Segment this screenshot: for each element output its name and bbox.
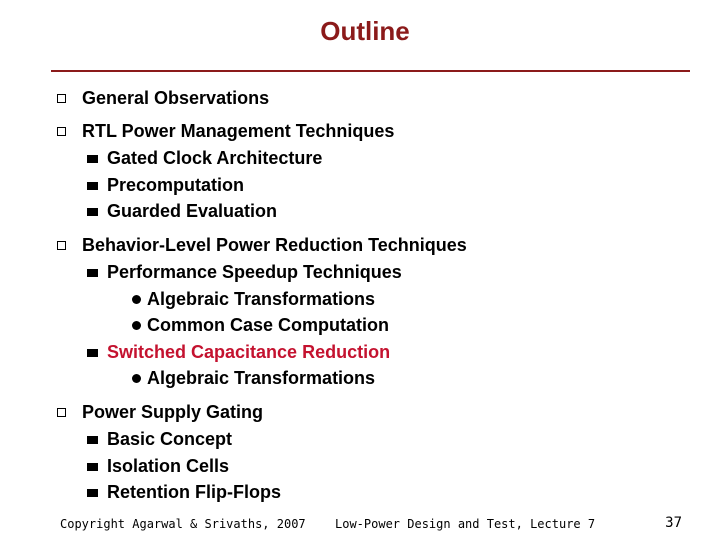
dot-bullet-icon xyxy=(132,321,141,330)
square-bullet-icon xyxy=(57,241,66,250)
outline-subsubitem xyxy=(132,315,389,335)
outline-subitem xyxy=(87,201,277,221)
outline-item-general-observations: General Observations xyxy=(82,88,270,108)
outline-item-power-supply-gating: Power Supply Gating xyxy=(82,402,264,422)
outline-subitem-highlighted xyxy=(87,342,390,362)
outline-subitem-label: Isolation Cells xyxy=(107,456,230,476)
outline-subitem-label: Gated Clock Architecture xyxy=(107,148,323,168)
square-bullet-icon xyxy=(57,127,66,136)
outline-subsubitem-label: Common Case Computation xyxy=(147,315,390,335)
square-bullet-icon xyxy=(57,408,66,417)
dot-bullet-icon xyxy=(132,374,141,383)
footer-course: Low-Power Design and Test, Lecture 7 xyxy=(335,517,596,531)
bar-bullet-icon xyxy=(87,463,98,471)
bar-bullet-icon xyxy=(87,489,98,497)
bar-bullet-icon xyxy=(87,436,98,444)
outline-item-behavior-level: Behavior-Level Power Reduction Techniques xyxy=(82,235,467,255)
dot-bullet-icon xyxy=(132,295,141,304)
outline-subitem xyxy=(87,429,232,449)
slide-title: Outline xyxy=(320,16,410,46)
outline-subsubitem-label: Algebraic Transformations xyxy=(147,289,376,309)
outline-subitem-label: Basic Concept xyxy=(107,429,233,449)
outline-subitem-label: Performance Speedup Techniques xyxy=(107,262,402,282)
bar-bullet-icon xyxy=(87,349,98,357)
square-bullet-icon xyxy=(57,94,66,103)
outline-item-rtl-power-management: RTL Power Management Techniques xyxy=(82,121,395,141)
outline-subsubitem xyxy=(132,368,375,388)
outline-subitem-label: Switched Capacitance Reduction xyxy=(107,342,391,362)
outline-subitem xyxy=(87,262,402,282)
bar-bullet-icon xyxy=(87,182,98,190)
page-number: 37 xyxy=(665,515,682,531)
outline-subitem xyxy=(87,456,229,476)
bar-bullet-icon xyxy=(87,269,98,277)
title-divider xyxy=(51,70,690,72)
outline-subsubitem xyxy=(132,289,375,309)
outline-subitem xyxy=(87,148,322,168)
outline-subitem xyxy=(87,175,244,195)
outline-subitem-label: Retention Flip-Flops xyxy=(107,482,281,502)
outline-subitem xyxy=(87,482,281,502)
outline-subitem-label: Guarded Evaluation xyxy=(107,201,278,221)
bar-bullet-icon xyxy=(87,155,98,163)
outline-subitem-label: Precomputation xyxy=(107,175,245,195)
outline-subsubitem-label: Algebraic Transformations xyxy=(147,368,376,388)
bar-bullet-icon xyxy=(87,208,98,216)
footer-copyright: Copyright Agarwal & Srivaths, 2007 xyxy=(60,517,306,531)
